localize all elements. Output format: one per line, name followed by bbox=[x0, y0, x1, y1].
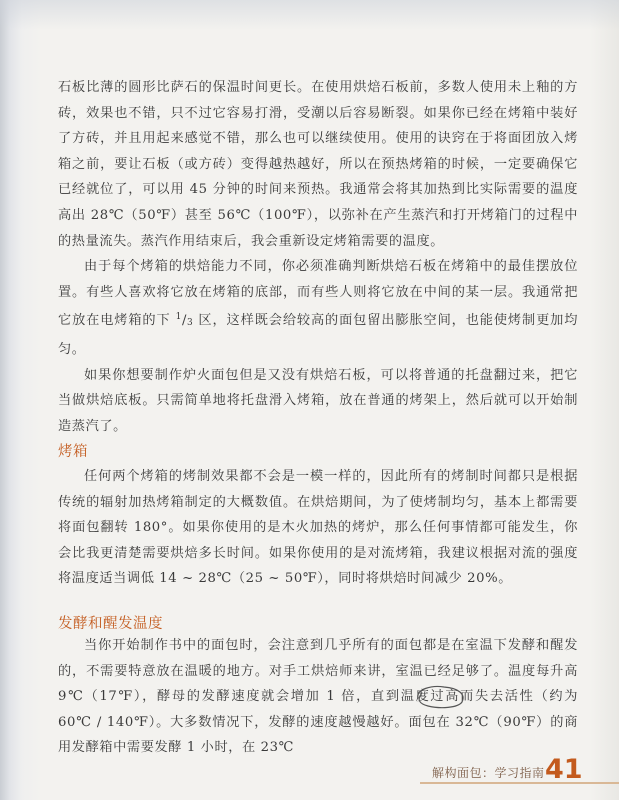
page-number: 41 bbox=[545, 754, 583, 785]
section-heading-fermentation: 发酵和醒发温度 bbox=[58, 616, 163, 632]
fraction-numerator: 1 bbox=[175, 312, 182, 323]
paragraph-stone-placement: 由于每个烤箱的烘焙能力不同，你必须准确判断烘焙石板在烤箱中的最佳摆放位置。有些人喜欢将它放在烤箱的底部，而有些人则将它放在中间的某一层。我通常把它放在电烤箱的下 $^1/_3$ 区，这样既会给较高的面包留出膨胀空间，也能使烤制更加均匀。 bbox=[58, 259, 579, 357]
paragraph-baking-stone: 石板比薄的圆形比萨石的保温时间更长。在使用烘焙石板前，多数人使用未上釉的方砖，效果也不错，只不过它容易打滑，受潮以后容易断裂。如果你已经在烤箱中装好了方砖，并且用起来感觉不错，那么也可以继续使用。使用的诀窍在于将面团放入烤箱之前，要让石板（或方砖）变得越热越好，所以在预热烤箱的时候，一定要确保它已经就位了，可以用 45 分钟的时间来预热。我通常会将其加热到比实际需要的温度高出 28℃（50℉）甚至 56℃（100℉），以弥补在产生蒸汽和打开烤箱门的过程中的热量流失。蒸汽作用结束后，我会重新设定烤箱需要的温度。 bbox=[58, 80, 578, 249]
page-footer bbox=[0, 754, 619, 788]
footer-book-title: 解构面包：学习指南 bbox=[432, 766, 545, 780]
paragraph-oven: 任何两个烤箱的烤制效果都不会是一模一样的，因此所有的烤制时间都只是根据传统的辐射加热烤箱制定的大概数值。在烘焙期间，为了使烤制均匀，基本上都需要将面包翻转 180°。如果你使用的是木火加热的烤炉，那么任何事情都可能发生，你会比我更清楚需要烘焙多长时间。如果你使用的是对流烤箱，我建议根据对流的强度将温度适当调低 14 ~ 28℃（25 ~ 50℉），同时将烘焙时间减少 20%。 bbox=[58, 469, 578, 587]
paragraph-tray-alternative: 如果你想要制作炉火面包但是又没有烘焙石板，可以将普通的托盘翻过来，把它当做烘焙底板。只需简单地将托盘滑入烤箱，放在普通的烤架上，然后就可以开始制造蒸汽了。 bbox=[58, 367, 578, 434]
footer-rule bbox=[420, 782, 619, 784]
page-content bbox=[58, 75, 579, 756]
fraction-denominator: 3 bbox=[187, 318, 194, 329]
paragraph-stone-placement-text: 由于每个烤箱的烘焙能力不同，你必须准确判断烘焙石板在烤箱中的最佳摆放位置。有些人喜欢将它放在烤箱的底部，而有些人则将它放在中间的某一层。我通常把它放在电烤箱的下 bbox=[58, 259, 578, 329]
paragraph-fermentation: 当你开始制作书中的面包时，会注意到几乎所有的面包都是在室温下发酵和醒发的，不需要特意放在温暖的地方。对手工烘焙师来讲，室温已经足够了。温度每升高 9℃（17℉），酵母的发酵速度就会增加 1 倍，直到温度过高而失去活性（约为 60℃ / 140℉）。大多数情况下，发酵的速度越慢越好。面包在 32℃（90℉）的商用发酵箱中需要发酵 1 小时，在 23℃ bbox=[58, 638, 578, 756]
page-gutter-shadow bbox=[0, 0, 619, 30]
section-heading-oven: 烤箱 bbox=[58, 444, 88, 460]
paragraph-stone-placement-text-end: 区，这样既会给较高的面包留出膨胀空间，也能使烤制更加均匀。 bbox=[58, 313, 579, 357]
